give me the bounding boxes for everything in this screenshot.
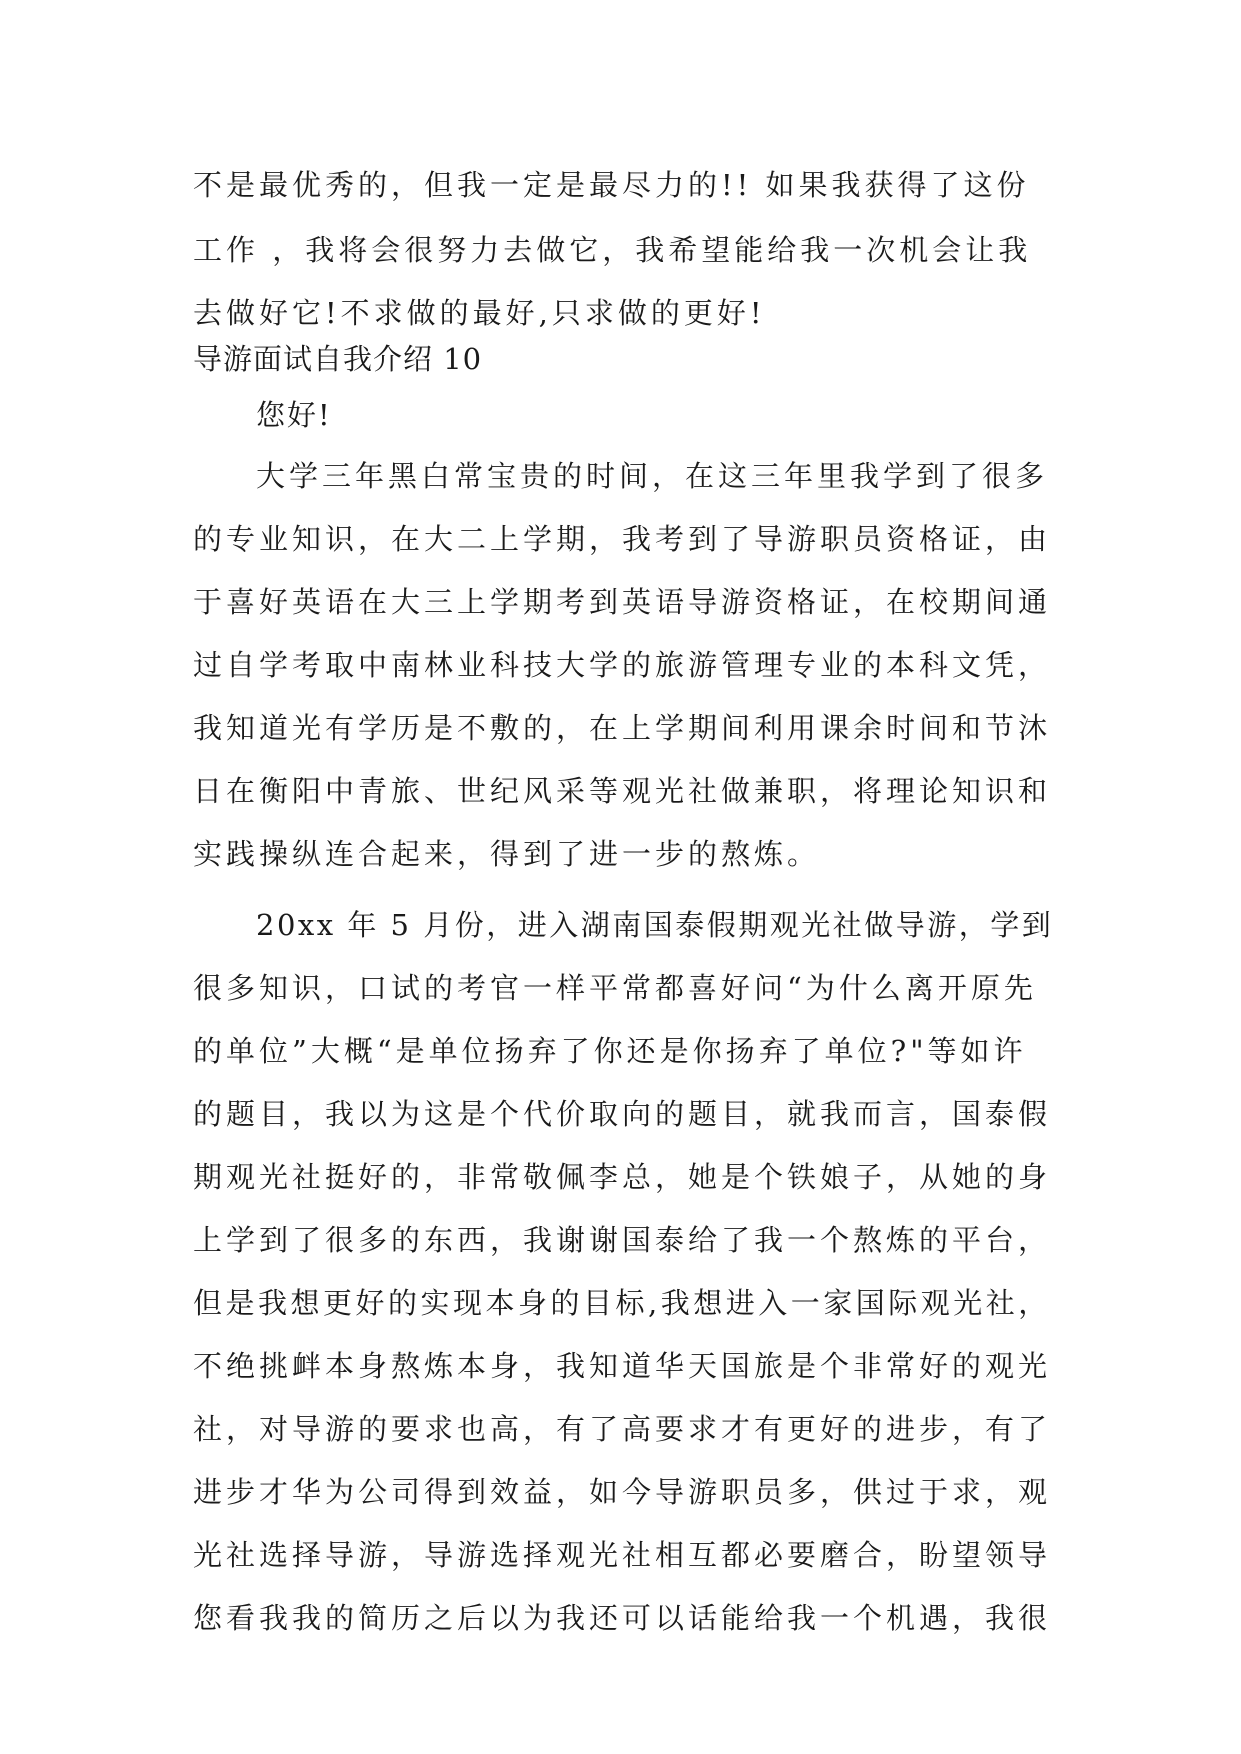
paragraph-line: 日在衡阳中青旅、世纪风采等观光社做兼职，将理论知识和	[193, 774, 1052, 808]
paragraph-line: 的专业知识，在大二上学期，我考到了导游职员资格证，由	[193, 522, 1052, 556]
paragraph-line: 上学到了很多的东西，我谢谢国泰给了我一个熬炼的平台，	[193, 1223, 1052, 1257]
paragraph-line: 但是我想更好的实现本身的目标,我想进入一家国际观光社，	[193, 1286, 1051, 1320]
paragraph-line: 进步才华为公司得到效益，如今导游职员多，供过于求，观	[193, 1475, 1052, 1509]
paragraph-line: 社，对导游的要求也高，有了高要求才有更好的进步，有了	[193, 1412, 1052, 1446]
paragraph-line: 我知道光有学历是不敷的，在上学期间利用课余时间和节沐	[193, 711, 1052, 745]
paragraph-line: 不是最优秀的，但我一定是最尽力的!! 如果我获得了这份	[193, 168, 1030, 202]
paragraph-line: 期观光社挺好的，非常敬佩李总，她是个铁娘子，从她的身	[193, 1160, 1052, 1194]
paragraph-line: 去做好它!不求做的最好,只求做的更好!	[193, 296, 766, 330]
paragraph-line: 过自学考取中南林业科技大学的旅游管理专业的本科文凭，	[193, 648, 1052, 682]
paragraph-line: 很多知识，口试的考官一样平常都喜好问“为什么离开原先	[193, 971, 1037, 1005]
greeting-line: 您好!	[256, 398, 332, 432]
section-heading: 导游面试自我介绍 10	[193, 342, 483, 376]
paragraph-line: 不绝挑衅本身熬炼本身，我知道华天国旅是个非常好的观光	[193, 1349, 1052, 1383]
paragraph-line: 您看我我的简历之后以为我还可以话能给我一个机遇，我很	[193, 1601, 1052, 1635]
paragraph-line: 光社选择导游，导游选择观光社相互都必要磨合，盼望领导	[193, 1538, 1052, 1572]
paragraph-line: 20xx 年 5 月份，进入湖南国泰假期观光社做导游，学到	[256, 908, 1054, 942]
paragraph-line: 大学三年黑白常宝贵的时间，在这三年里我学到了很多	[256, 459, 1049, 493]
paragraph-line: 的单位”大概“是单位扬弃了你还是你扬弃了单位?"等如许	[193, 1034, 1027, 1068]
paragraph-line: 实践操纵连合起来，得到了进一步的熬炼。	[193, 837, 821, 871]
paragraph-line: 于喜好英语在大三上学期考到英语导游资格证，在校期间通	[193, 585, 1052, 619]
paragraph-line: 工作 ，我将会很努力去做它，我希望能给我一次机会让我	[193, 233, 1032, 267]
paragraph-line: 的题目，我以为这是个代价取向的题目，就我而言，国泰假	[193, 1097, 1052, 1131]
